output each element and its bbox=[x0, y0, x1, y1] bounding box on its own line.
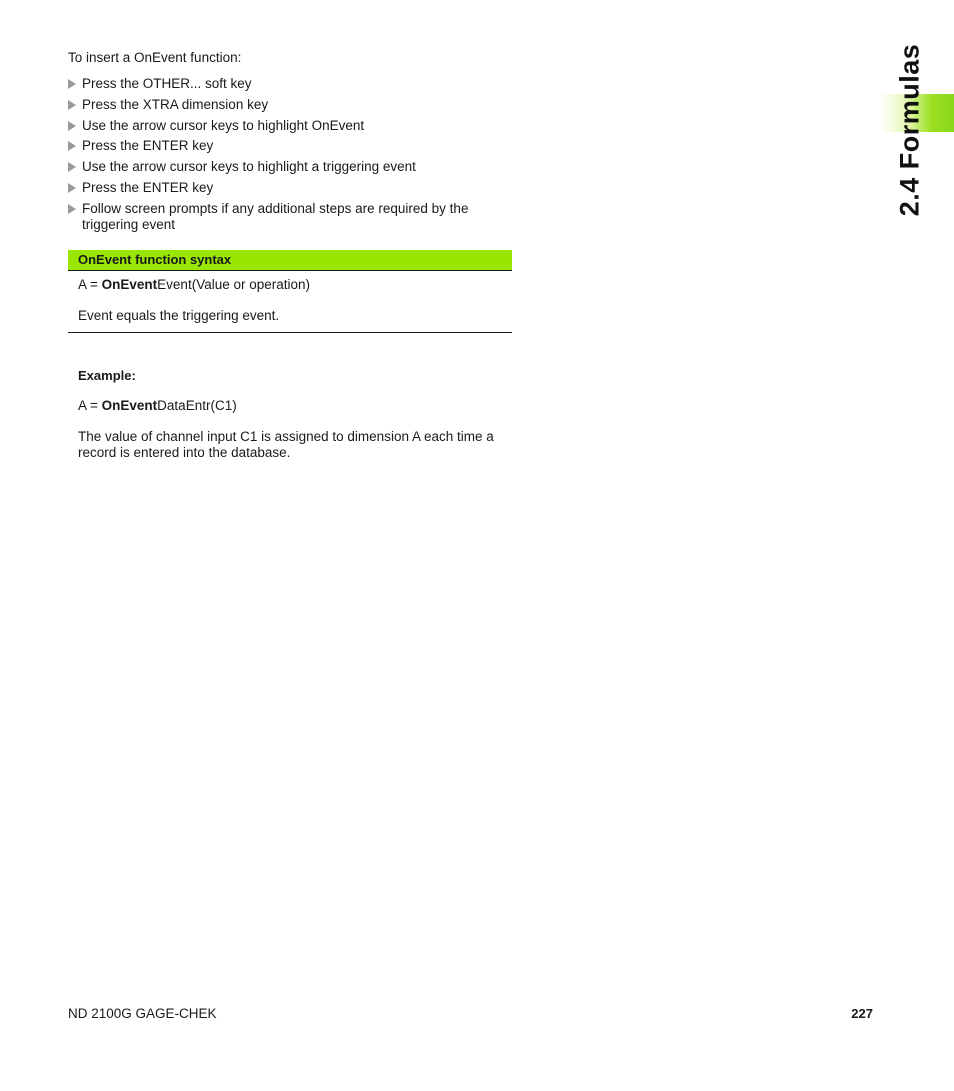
example-code-rest: DataEntr(C1) bbox=[157, 398, 237, 413]
example-title: Example: bbox=[78, 368, 136, 383]
example-code bbox=[78, 398, 508, 414]
intro-text: To insert a OnEvent function: bbox=[68, 50, 242, 65]
step-item bbox=[68, 76, 508, 92]
step-item bbox=[68, 159, 508, 175]
syntax-box bbox=[68, 250, 512, 333]
bullet-arrow-icon bbox=[68, 162, 76, 172]
bullet-arrow-icon bbox=[68, 79, 76, 89]
step-text: Follow screen prompts if any additional steps are required by the triggering event bbox=[82, 200, 469, 232]
step-item bbox=[68, 138, 508, 154]
bullet-arrow-icon bbox=[68, 100, 76, 110]
step-list bbox=[68, 76, 508, 238]
footer-page-number: 227 bbox=[851, 1006, 873, 1021]
bullet-arrow-icon bbox=[68, 121, 76, 131]
syntax-formula-keyword: OnEvent bbox=[101, 277, 158, 292]
example-code-keyword: OnEvent bbox=[101, 398, 158, 413]
syntax-formula bbox=[78, 277, 502, 293]
section-title-vertical: 2.4 Formulas bbox=[894, 43, 925, 217]
step-text: Press the ENTER key bbox=[82, 138, 214, 154]
example-description: The value of channel input C1 is assigned to dimension A each time a record is entered into the database. bbox=[78, 429, 494, 460]
syntax-description: Event equals the triggering event. bbox=[78, 308, 280, 323]
step-text: Press the XTRA dimension key bbox=[82, 96, 269, 112]
syntax-header: OnEvent function syntax bbox=[68, 250, 512, 271]
step-item bbox=[68, 180, 508, 196]
syntax-formula-rest: Event(Value or operation) bbox=[157, 277, 311, 292]
bullet-arrow-icon bbox=[68, 183, 76, 193]
syntax-formula-prefix: A = bbox=[78, 277, 102, 292]
bullet-arrow-icon bbox=[68, 141, 76, 151]
step-text: Press the ENTER key bbox=[82, 179, 214, 195]
step-item bbox=[68, 201, 508, 233]
step-text: Use the arrow cursor keys to highlight a triggering event bbox=[82, 159, 416, 175]
footer-manual-name: ND 2100G GAGE-CHEK bbox=[68, 1006, 217, 1021]
example-code-prefix: A = bbox=[78, 398, 102, 413]
syntax-body bbox=[68, 271, 512, 333]
step-item bbox=[68, 97, 508, 113]
step-text: Use the arrow cursor keys to highlight OnEvent bbox=[82, 117, 365, 133]
step-text: Press the OTHER... soft key bbox=[82, 76, 252, 91]
example-section bbox=[78, 368, 508, 461]
bullet-arrow-icon bbox=[68, 204, 76, 214]
step-item bbox=[68, 118, 508, 134]
